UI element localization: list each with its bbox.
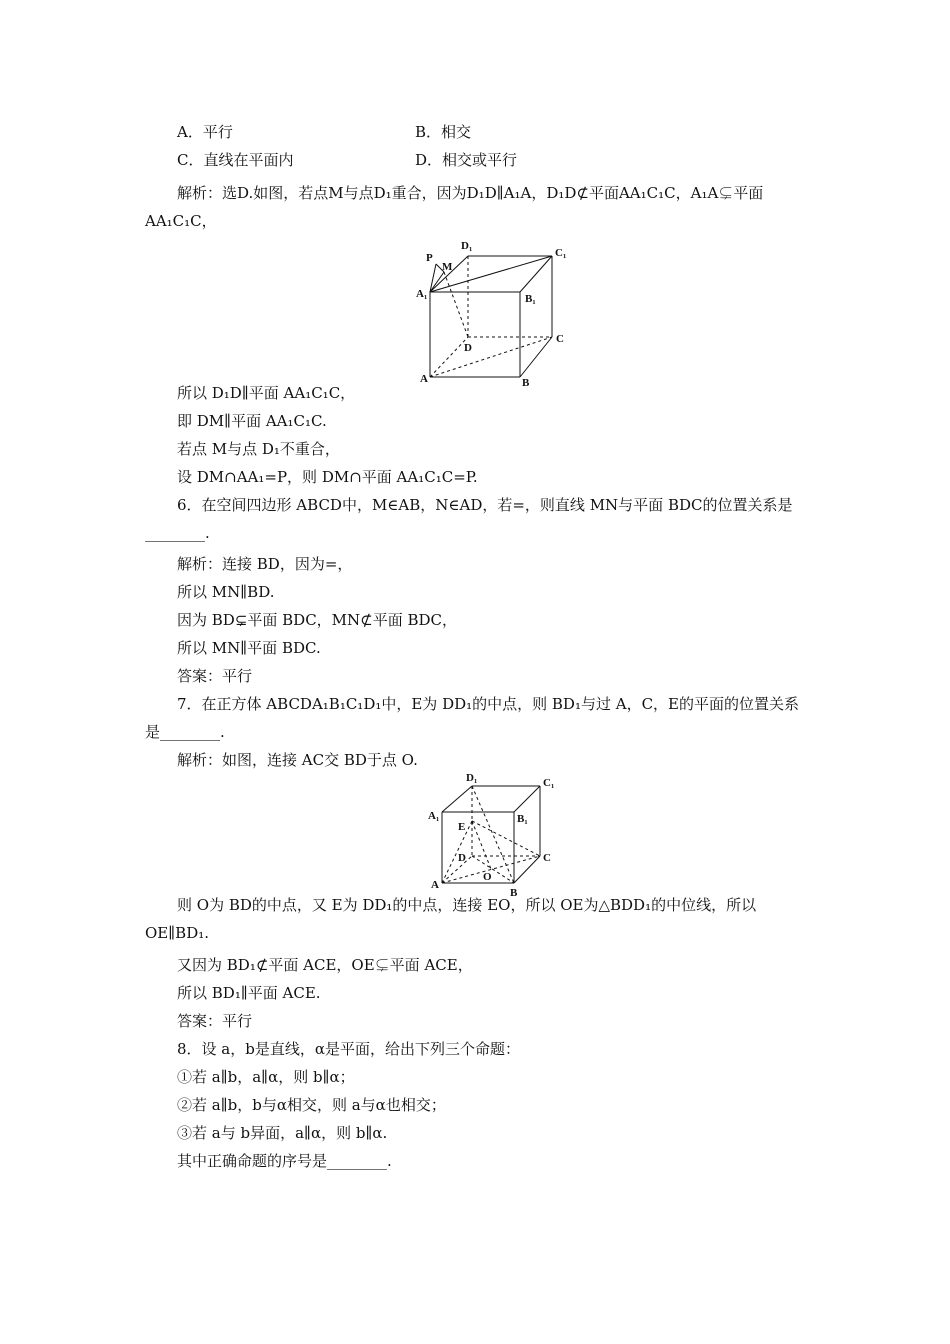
q6-solution-line-4: 所以 MN∥平面 BDC.: [177, 639, 321, 657]
fig1-label-c: C: [556, 333, 564, 345]
q8-proposition-1: ①若 a∥b，a∥α，则 b∥α；: [177, 1068, 355, 1086]
fig1-label-b1: B₁: [525, 293, 536, 305]
option-d: D．相交或平行: [415, 151, 518, 169]
fig1-label-b: B: [522, 377, 530, 389]
option-c: C．直线在平面内: [177, 151, 294, 169]
q8-blank-line: 其中正确命题的序号是________.: [177, 1152, 392, 1170]
q8-question: 8．设 a，b是直线，α是平面，给出下列三个命题：: [177, 1040, 520, 1058]
q5-solution-line-1: 解析：选D.如图，若点M与点D₁重合，因为D₁D∥A₁A，D₁D⊄平面AA₁C₁C，A₁A⊊平面: [177, 184, 764, 202]
fig2-label-o: O: [483, 871, 492, 883]
q5-after-line-1: 所以 D₁D∥平面 AA₁C₁C，: [177, 384, 356, 402]
fig2-label-c1: C₁: [543, 777, 555, 789]
fig1-label-a1: A₁: [416, 288, 428, 300]
fig1-label-p: P: [426, 252, 433, 264]
fig1-label-d1: D₁: [461, 240, 473, 252]
cube-figure-2: [420, 772, 565, 900]
q7-after-line-2: OE∥BD₁.: [145, 924, 210, 942]
fig1-label-m: M: [442, 261, 453, 273]
q8-proposition-3: ③若 a与 b异面，a∥α，则 b∥α.: [177, 1124, 388, 1142]
q6-solution-line-2: 所以 MN∥BD.: [177, 583, 275, 601]
q6-question-line-1: 6．在空间四边形 ABCD中，M∈AB，N∈AD，若=，则直线 MN与平面 BDC的位置关系是: [177, 496, 793, 514]
fig2-label-b: B: [510, 887, 518, 899]
fig2-label-d1: D₁: [466, 772, 478, 784]
q7-solution-line-1: 解析：如图，连接 AC交 BD于点 O.: [177, 751, 418, 769]
option-a: A．平行: [177, 123, 233, 141]
q7-after-line-3: 又因为 BD₁⊄平面 ACE，OE⊊平面 ACE，: [177, 956, 473, 974]
q6-solution-line-1: 解析：连接 BD，因为=，: [177, 555, 353, 573]
q7-after-line-1: 则 O为 BD的中点，又 E为 DD₁的中点，连接 EO，所以 OE为△BDD₁的中位线，所以: [177, 896, 757, 914]
q6-question-line-2: ________.: [145, 524, 210, 542]
fig1-label-a: A: [420, 373, 428, 385]
fig2-label-e: E: [458, 821, 466, 833]
fig2-label-b1: B₁: [517, 813, 528, 825]
q7-question-line-1: 7．在正方体 ABCDA₁B₁C₁D₁中，E为 DD₁的中点，则 BD₁与过 A，C，E的平面的位置关系: [177, 695, 800, 713]
fig2-label-d: D: [458, 852, 466, 864]
q5-after-line-3: 若点 M与点 D₁不重合，: [177, 440, 340, 458]
q6-answer: 答案：平行: [177, 667, 253, 685]
fig1-label-c1: C₁: [555, 247, 567, 259]
fig2-label-c: C: [543, 852, 551, 864]
q7-after-line-4: 所以 BD₁∥平面 ACE.: [177, 984, 321, 1002]
q7-answer: 答案：平行: [177, 1012, 253, 1030]
q7-question-line-2: 是________.: [145, 723, 225, 741]
q6-solution-line-3: 因为 BD⊊平面 BDC，MN⊄平面 BDC，: [177, 611, 458, 629]
q5-after-line-2: 即 DM∥平面 AA₁C₁C.: [177, 412, 327, 430]
fig2-label-a: A: [431, 879, 439, 891]
q5-after-line-4: 设 DM∩AA₁=P，则 DM∩平面 AA₁C₁C=P.: [177, 468, 478, 486]
option-b: B．相交: [415, 123, 472, 141]
q5-solution-line-2: AA₁C₁C，: [145, 212, 217, 230]
cube-figure-1: [410, 234, 580, 394]
q8-proposition-2: ②若 a∥b，b与α相交，则 a与α也相交；: [177, 1096, 446, 1114]
fig2-label-a1: A₁: [428, 810, 440, 822]
fig1-label-d: D: [464, 342, 472, 354]
